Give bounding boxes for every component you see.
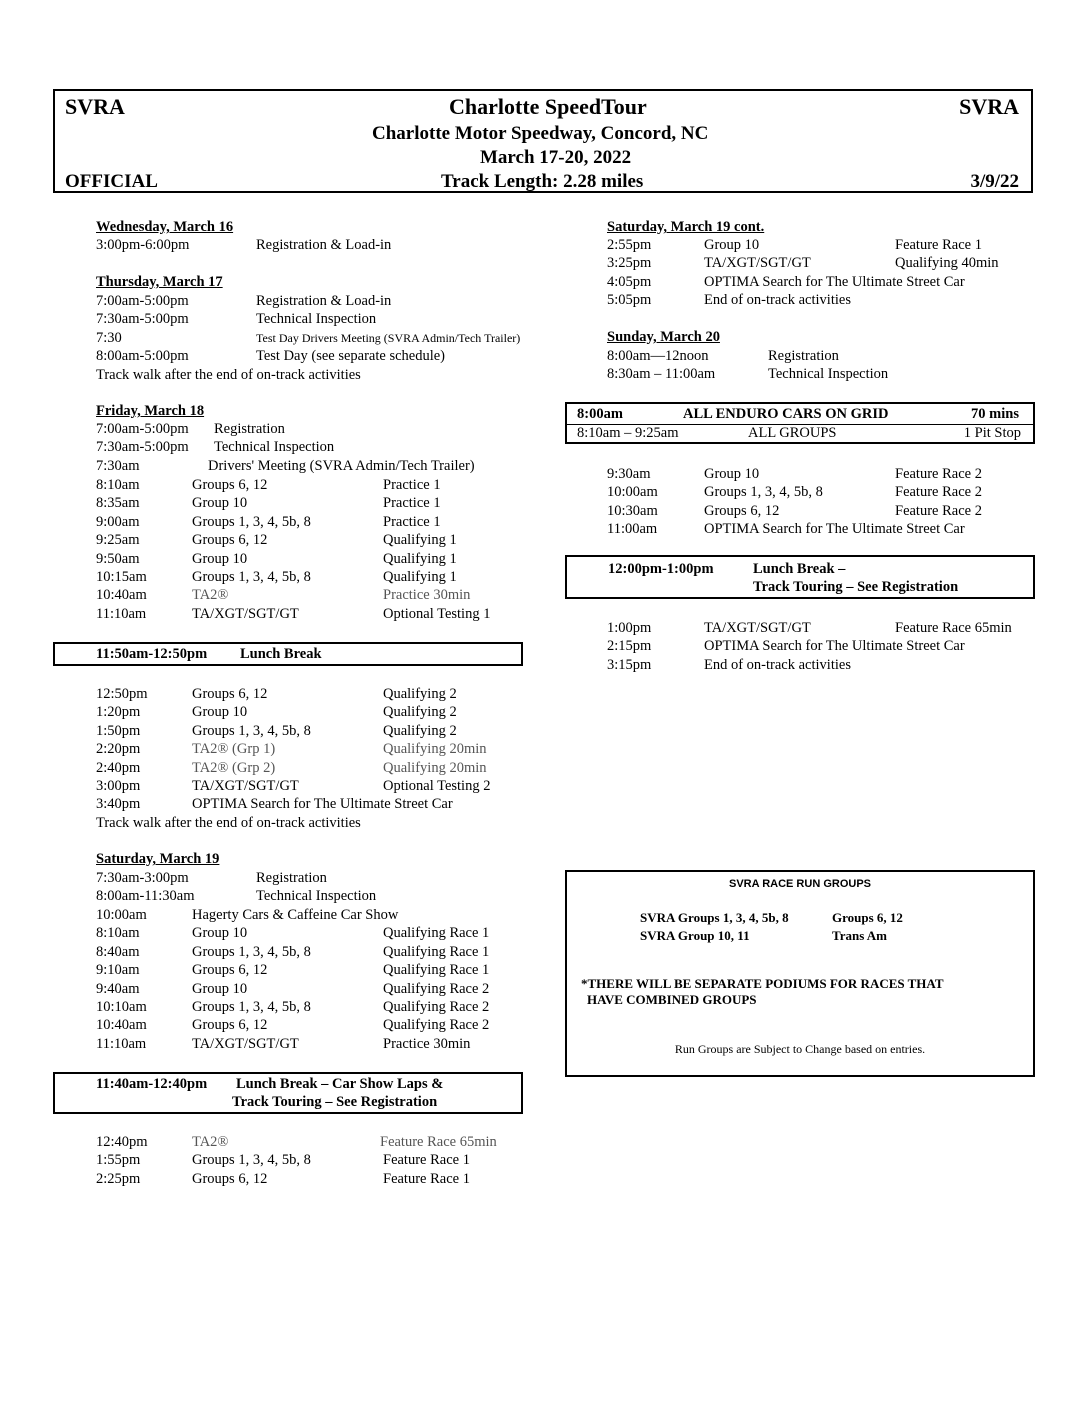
schedule-time: 2:25pm [96, 1170, 141, 1187]
schedule-event: Practice 1 [383, 495, 441, 512]
schedule-time: 9:25am [96, 532, 140, 549]
schedule-group: TA2® (Grp 2) [192, 759, 276, 776]
schedule-time: 9:40am [96, 980, 140, 997]
schedule-event: Practice 1 [383, 477, 441, 493]
schedule-time: 10:00am [607, 484, 658, 501]
schedule-time: 11:00am [607, 521, 658, 538]
schedule-time: 9:50am [96, 550, 140, 567]
schedule-time: 8:00am—12noon [607, 348, 709, 364]
schedule-time: 7:30am-3:00pm [96, 870, 189, 886]
schedule-group: Groups 6, 12 [192, 1017, 268, 1034]
schedule-group: Groups 6, 12 [192, 962, 268, 979]
schedule-time: 10:40am [96, 1017, 147, 1034]
revision-date: 3/9/22 [970, 171, 1019, 192]
schedule-group: OPTIMA Search for The Ultimate Street Car [704, 521, 965, 538]
schedule-time: 3:00pm [96, 778, 141, 794]
schedule-event: Practice 30min [383, 1035, 471, 1052]
schedule-group: Groups 6, 12 [192, 686, 268, 702]
schedule-time: 4:05pm [607, 273, 652, 290]
schedule-event: Qualifying 2 [383, 686, 457, 702]
podium-note-line1: *THERE WILL BE SEPARATE PODIUMS FOR RACES THAT [581, 976, 944, 991]
schedule-group: Registration [256, 870, 327, 886]
schedule-event: Qualifying 20min [383, 759, 487, 776]
schedule-group: Group 10 [192, 704, 248, 721]
schedule-time: 8:00am-5:00pm [96, 348, 189, 365]
schedule-time: 8:10am [96, 477, 140, 493]
schedule-time: 2:20pm [96, 741, 141, 758]
schedule-group: Registration [768, 348, 839, 364]
event-header [53, 89, 1033, 193]
friday-lunch-box: 11:50am-12:50pm Lunch Break [53, 642, 523, 666]
schedule-group: Group 10 [192, 980, 248, 997]
schedule-time: 1:50pm [96, 722, 141, 739]
podium-note-line2: HAVE COMBINED GROUPS [587, 992, 757, 1007]
schedule-group: OPTIMA Search for The Ultimate Street Car [704, 273, 965, 290]
schedule-group: Groups 1, 3, 4, 5b, 8 [192, 943, 311, 960]
schedule-group: Technical Inspection [768, 366, 889, 383]
schedule-time: 10:15am [96, 569, 147, 585]
schedule-time: 1:20pm [96, 704, 141, 721]
schedule-group: TA/XGT/SGT/GT [192, 1035, 299, 1052]
schedule-event: Qualifying 2 [383, 722, 457, 739]
schedule-group: Group 10 [192, 550, 248, 567]
schedule-time: 11:10am [96, 1035, 147, 1052]
schedule-group: Registration [214, 421, 285, 437]
schedule-event: Qualifying Race 2 [383, 980, 490, 997]
schedule-time: 1:00pm [607, 620, 652, 636]
schedule-group: Groups 6, 12 [192, 532, 268, 549]
schedule-time: 7:30am-5:00pm [96, 311, 189, 328]
schedule-group: Groups 1, 3, 4, 5b, 8 [192, 1152, 311, 1169]
event-dates: March 17-20, 2022 [480, 147, 632, 168]
run-groups-title: SVRA RACE RUN GROUPS [729, 878, 871, 890]
schedule-event: Qualifying 40min [895, 255, 999, 272]
schedule-time: 5:05pm [607, 292, 652, 309]
schedule-group: TA2® [192, 1134, 229, 1150]
schedule-time: 9:30am [607, 466, 651, 482]
schedule-group: TA/XGT/SGT/GT [192, 778, 299, 794]
schedule-time: 10:10am [96, 999, 147, 1015]
schedule-time: 7:30 [96, 329, 122, 346]
schedule-group: Groups 1, 3, 4, 5b, 8 [192, 569, 311, 585]
sunday-lunch-box: 12:00pm-1:00pm Lunch Break – Track Touring – See Registration [565, 555, 1035, 599]
schedule-group: End of on-track activities [704, 656, 851, 673]
schedule-time: 8:10am [96, 925, 140, 942]
schedule-event: Feature Race 2 [895, 484, 982, 501]
schedule-time: 2:15pm [607, 638, 652, 655]
schedule-time: 10:40am [96, 587, 147, 604]
schedule-event: Practice 1 [383, 513, 441, 530]
schedule-time: 8:40am [96, 943, 140, 960]
schedule-time: 3:25pm [607, 255, 652, 272]
schedule-group: OPTIMA Search for The Ultimate Street Car [704, 638, 965, 655]
schedule-group: End of on-track activities [704, 292, 851, 309]
saturday-lunch-box: 11:40am-12:40pm Lunch Break – Car Show Laps & Track Touring – See Registration [53, 1072, 523, 1114]
schedule-event: Feature Race 65min [380, 1134, 497, 1150]
schedule-event: Feature Race 2 [895, 502, 982, 519]
schedule-event: Feature Race 65min [895, 620, 1012, 636]
schedule-time: 9:00am [96, 513, 140, 530]
header-left-org: SVRA [65, 94, 125, 119]
schedule-group: Groups 6, 12 [704, 502, 780, 519]
schedule-time: 1:55pm [96, 1152, 141, 1169]
schedule-time: 9:10am [96, 962, 140, 979]
schedule-event: Qualifying 2 [383, 704, 457, 721]
schedule-time: 11:10am [96, 605, 147, 622]
schedule-time: 3:40pm [96, 796, 141, 813]
schedule-time: 8:30am – 11:00am [607, 366, 716, 383]
schedule-group: Technical Inspection [256, 311, 377, 328]
schedule-time: 3:15pm [607, 656, 652, 673]
run-group-a1: SVRA Groups 1, 3, 4, 5b, 8 [640, 910, 789, 925]
schedule-event: Feature Race 1 [895, 237, 982, 253]
schedule-time: 7:30am-5:00pm [96, 439, 189, 456]
schedule-time: 7:00am-5:00pm [96, 293, 189, 309]
schedule-event: Optional Testing 2 [383, 778, 491, 794]
schedule-event: Practice 30min [383, 587, 471, 604]
schedule-group: TA/XGT/SGT/GT [192, 605, 299, 622]
schedule-group: Groups 6, 12 [192, 1170, 268, 1187]
schedule-time: 10:00am [96, 907, 147, 923]
schedule-event: Feature Race 2 [895, 466, 982, 482]
schedule-time: 2:40pm [96, 759, 141, 776]
schedule-group: Hagerty Cars & Caffeine Car Show [192, 907, 399, 923]
schedule-group: Group 10 [704, 237, 760, 253]
schedule-group: TA/XGT/SGT/GT [704, 620, 811, 636]
schedule-time: 7:00am-5:00pm [96, 421, 189, 437]
schedule-event: Qualifying Race 2 [383, 1017, 490, 1034]
schedule-event: Feature Race 1 [383, 1170, 470, 1187]
schedule-group: Group 10 [704, 466, 760, 482]
schedule-group: Groups 1, 3, 4, 5b, 8 [192, 722, 311, 739]
schedule-status: OFFICIAL [65, 171, 158, 192]
schedule-group: TA/XGT/SGT/GT [704, 255, 811, 272]
schedule-group: OPTIMA Search for The Ultimate Street Car [192, 796, 453, 813]
run-groups-box [565, 870, 1035, 1077]
enduro-box: 8:00am ALL ENDURO CARS ON GRID 70 mins 8:10am – 9:25am ALL GROUPS 1 Pit Stop [565, 402, 1035, 444]
schedule-time: 12:40pm [96, 1134, 148, 1150]
schedule-event: Qualifying Race 1 [383, 943, 490, 960]
run-group-b1: Groups 6, 12 [832, 910, 903, 925]
schedule-group: Groups 1, 3, 4, 5b, 8 [704, 484, 823, 501]
schedule-event: Qualifying 1 [383, 569, 457, 585]
schedule-time: 12:50pm [96, 686, 148, 702]
schedule-time: 8:35am [96, 495, 140, 512]
run-group-a2: SVRA Group 10, 11 [640, 928, 750, 943]
event-venue: Charlotte Motor Speedway, Concord, NC [372, 123, 709, 144]
schedule-group: TA2® [192, 587, 229, 604]
schedule-group: Groups 6, 12 [192, 477, 268, 493]
schedule-group: Technical Inspection [256, 888, 377, 905]
schedule-event: Qualifying 20min [383, 741, 487, 758]
schedule-group: Test Day (see separate schedule) [256, 348, 446, 365]
schedule-group: Technical Inspection [214, 439, 335, 456]
schedule-time: 2:55pm [607, 237, 652, 253]
schedule-event: Qualifying 1 [383, 550, 457, 567]
schedule-time: 10:30am [607, 502, 658, 519]
track-length: Track Length: 2.28 miles [441, 171, 644, 192]
schedule-group: Group 10 [192, 495, 248, 512]
schedule-group: Groups 1, 3, 4, 5b, 8 [192, 513, 311, 530]
schedule-group: Group 10 [192, 925, 248, 942]
event-title: Charlotte SpeedTour [449, 94, 647, 119]
schedule-group: Registration & Load-in [256, 237, 392, 253]
schedule-event: Qualifying Race 2 [383, 999, 490, 1015]
schedule-event: Feature Race 1 [383, 1152, 470, 1169]
run-group-b2: Trans Am [832, 928, 888, 943]
header-right-org: SVRA [959, 94, 1019, 119]
schedule-event: Optional Testing 1 [383, 605, 491, 622]
schedule-event: Qualifying 1 [383, 532, 457, 549]
schedule-event: Qualifying Race 1 [383, 925, 490, 942]
schedule-group: TA2® (Grp 1) [192, 741, 276, 758]
schedule-time: 8:00am-11:30am [96, 888, 195, 905]
schedule-group: Test Day Drivers Meeting (SVRA Admin/Tech Trailer) [256, 330, 521, 345]
schedule-group: Groups 1, 3, 4, 5b, 8 [192, 999, 311, 1015]
schedule-event: Qualifying Race 1 [383, 962, 490, 979]
schedule-time: 3:00pm-6:00pm [96, 237, 190, 253]
run-groups-disclaimer: Run Groups are Subject to Change based on entries. [674, 1042, 926, 1056]
schedule-group: Registration & Load-in [256, 293, 392, 309]
